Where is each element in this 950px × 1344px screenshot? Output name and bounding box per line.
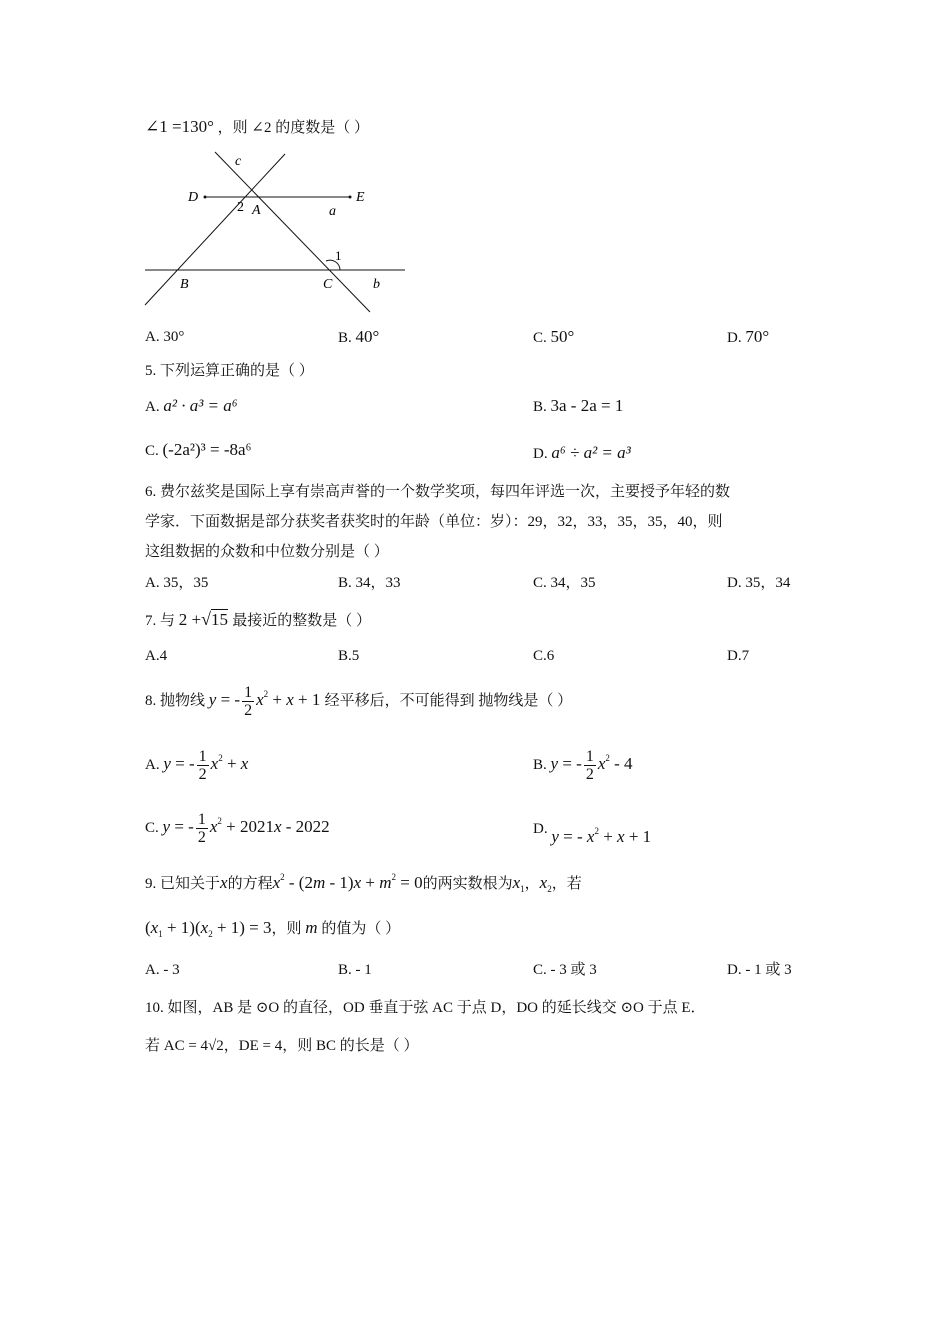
q4-label-D: D xyxy=(188,190,199,205)
q4-stem xyxy=(145,117,369,138)
q4-angle-condition: ∠1 =130° xyxy=(145,117,214,136)
q7-option-d: D.7 xyxy=(727,648,750,664)
q4-label-2: 2 xyxy=(237,200,244,215)
q7-option-c: C.6 xyxy=(533,648,555,664)
q10-line-2: 若 AC = 4√2，DE = 4，则 BC 的长是（ ） xyxy=(145,1038,419,1054)
q4-label-A: A xyxy=(252,203,261,218)
q9-option-a: A. - 3 xyxy=(145,962,180,978)
q7-expression: 2 +√15 xyxy=(178,609,228,629)
q6-option-a: A. 35，35 xyxy=(145,575,209,591)
q9-line-2: $(x_1 + 1)(x_2 + 1) = 3$，则 m 的值为（ ） xyxy=(145,918,401,939)
q4-stem-text: ，则 ∠2 的度数是（ ） xyxy=(217,120,369,136)
q5-option-d: D. a⁶ ÷ a² = a³ xyxy=(533,443,631,462)
q5-stem: 5. 下列运算正确的是（ ） xyxy=(145,363,314,379)
q5-option-b: B. 3a - 2a = 1 xyxy=(533,396,624,415)
q5-option-a: A. a² · a³ = a⁶ xyxy=(145,396,238,415)
q4-label-E: E xyxy=(356,190,365,205)
q8-option-a: A. y = - $\frac{1}{2}$ $x^2 + x$ xyxy=(145,747,249,783)
q7-stem: 7. 与 2 +√15 最接近的整数是（ ） xyxy=(145,609,372,629)
q9-option-d: D. - 1 或 3 xyxy=(727,962,792,978)
q6-line-1: 6. 费尔兹奖是国际上享有崇高声誉的一个数学奖项，每四年评选一次，主要授予年轻的数 xyxy=(145,484,731,500)
q9-equation: $x^2 - (2m - 1)x + m^2 = 0$ xyxy=(272,872,423,892)
q8-option-b: B. y = - $\frac{1}{2}$ $x^2 - 4$ xyxy=(533,747,633,783)
q4-option-d: D. 70° xyxy=(727,327,770,346)
q9-option-b: B. - 1 xyxy=(338,962,372,978)
q8-parabola-original: y = - $\frac{1}{2}$ $x^2 + x + 1$ xyxy=(208,683,325,719)
q6-line-2: 学家．下面数据是部分获奖者获奖时的年龄（单位：岁）：29，32，33，35，35，40，则 xyxy=(145,514,723,530)
q5-option-c: C. (-2a²)³ = -8a⁶ xyxy=(145,440,252,459)
q8-option-d: D. y = - $x^2 + x + 1$ xyxy=(533,821,652,846)
q6-option-c: C. 34，35 xyxy=(533,575,596,591)
q6-option-d: D. 35，34 xyxy=(727,575,791,591)
q4-figure xyxy=(140,148,430,318)
q4-label-a: a xyxy=(329,204,336,219)
q4-label-1: 1 xyxy=(335,248,342,263)
q4-label-C: C xyxy=(323,277,333,292)
q4-option-c: C. 50° xyxy=(533,327,575,346)
q4-label-B: B xyxy=(180,277,189,292)
q8-option-c: C. y = - $\frac{1}{2}$ $x^2 + 2021x - 2022$ xyxy=(145,810,330,846)
q6-option-b: B. 34，33 xyxy=(338,575,401,591)
q8-stem: 8. 抛物线 y = - $\frac{1}{2}$ $x^2 + x + 1$ 经平移后，不可能得到 抛物线是（ ） xyxy=(145,683,573,719)
q9-line-1: 9. 已知关于x的方程$x^2 - (2m - 1)x + m^2 = 0$的两实数根为$x_1$，$x_2$，若 xyxy=(145,872,582,894)
q9-option-c: C. - 3 或 3 xyxy=(533,962,597,978)
q7-option-a: A.4 xyxy=(145,648,168,664)
q6-line-3: 这组数据的众数和中位数分别是（ ） xyxy=(145,544,389,560)
q9-condition: $(x_1 + 1)(x_2 + 1) = 3$ xyxy=(145,918,272,939)
q7-option-b: B.5 xyxy=(338,648,360,664)
q4-option-a: A. 30° xyxy=(145,329,185,345)
q4-option-b: B. 40° xyxy=(338,327,380,346)
q10-line-1: 10. 如图，AB 是 ⊙O 的直径，OD 垂直于弦 AC 于点 D，DO 的延长线交 ⊙O 于点 E． xyxy=(145,1000,706,1016)
q4-label-b: b xyxy=(373,277,380,292)
q4-label-c: c xyxy=(235,154,242,169)
